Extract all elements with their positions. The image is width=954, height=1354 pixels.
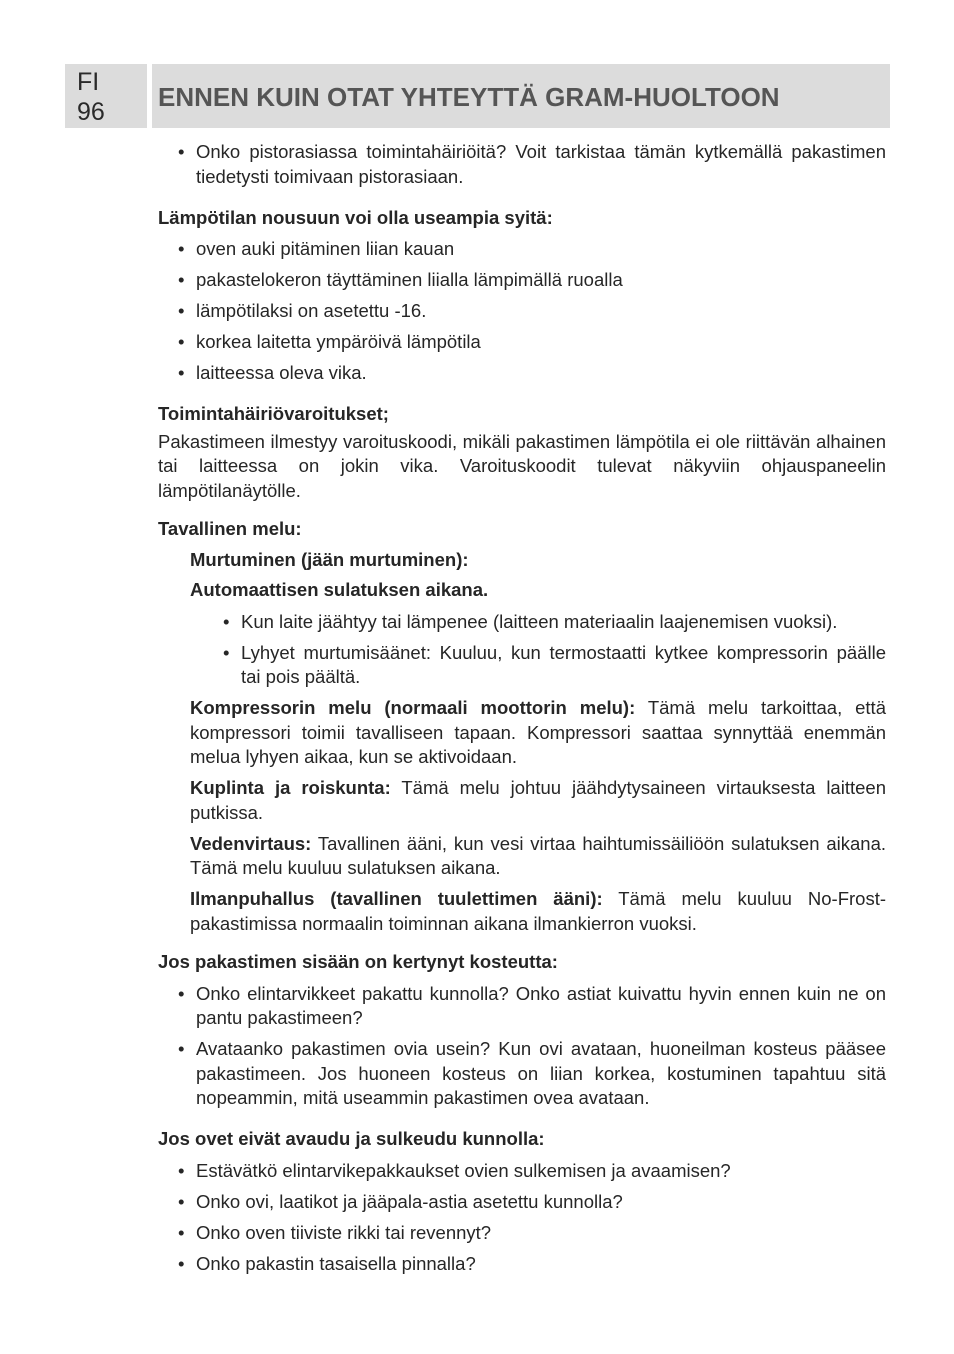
cracking-heading: Murtuminen (jään murtuminen): [190, 548, 469, 570]
noise-entry [190, 696, 886, 770]
noise-list [190, 610, 886, 690]
noise-entry-text: Tavallinen ääni, kun vesi virtaa haihtumissäiliöön sulatuksen aikana. Tämä melu kuuluu sulatuksen aikana. [190, 832, 886, 878]
temp-rise-list [158, 237, 886, 386]
list-item: • Onko ovi, laatikot ja jääpala-astia asetettu kunnolla? [158, 1190, 886, 1215]
noise-entry [190, 887, 886, 936]
list-item: • Avataanko pakastimen ovia usein? Kun ovi avataan, huoneilman kosteus pääsee pakastimeen. Jos huoneen kosteus on liian korkea, kostuminen tapahtuu sitä nopeammin, mitä useammin pakastimen ovea avataan. [158, 1037, 886, 1111]
list-item: • korkea laitetta ympäröivä lämpötila [158, 330, 886, 355]
list-item: • laitteessa oleva vika. [158, 361, 886, 386]
list-item: • Kun laite jäähtyy tai lämpenee (laitteen materiaalin laajenemisen vuoksi). [190, 610, 886, 635]
defrost-heading: Automaattisen sulatuksen aikana. [190, 579, 489, 600]
moisture-heading: Jos pakastimen sisään on kertynyt kosteutta: [158, 951, 558, 972]
warnings-text: Pakastimeen ilmestyy varoituskoodi, mikäli pakastimen lämpötila ei ole riittävän alhainen tai laitteessa on jokin vika. Varoituskoodit tulevat näkyviin ohjauspaneelin lämpötilanäytölle. [158, 430, 886, 501]
list-item: • Lyhyet murtumisäänet: Kuuluu, kun termostaatti kytkee kompressorin päälle tai pois päältä. [190, 641, 886, 690]
section-header [152, 64, 890, 128]
doors-heading: Jos ovet eivät avaudu ja sulkeudu kunnolla: [158, 1128, 545, 1149]
noise-entry-text: Tämä melu kuuluu No-Frost-pakastimissa normaalin toiminnan aikana ilmankierron vuoksi. [190, 888, 886, 934]
page-content [158, 140, 886, 1283]
noise-entry-label: Kompressorin melu (normaali moottorin melu): [190, 697, 636, 718]
noise-entry [190, 776, 886, 825]
noise-heading: Tavallinen melu: [158, 518, 302, 539]
temp-rise-heading: Lämpötilan nousuun voi olla useampia syitä: [158, 206, 553, 228]
noise-entry-label: Ilmanpuhallus (tavallinen tuulettimen ääni): [190, 888, 603, 909]
list-item: • Onko pistorasiassa toimintahäiriöitä? Voit tarkistaa tämän kytkemällä pakastimen tiedetysti toimivaan pistorasiaan. [158, 140, 886, 189]
warnings-heading: Toimintahäiriövaroitukset; [158, 403, 389, 424]
language-code: FI [77, 68, 100, 96]
list-item: • lämpötilaksi on asetettu -16. [158, 299, 886, 324]
noise-entry-text: Tämä melu tarkoittaa, että kompressori toimii tavalliseen tapaan. Kompressori saattaa synnyttää enemmän melua lyhyen aikaa, kun se aktivoidaan. [190, 697, 886, 767]
intro-list [158, 140, 886, 189]
noise-entry [190, 832, 886, 881]
list-item: • pakastelokeron täyttäminen liialla lämpimällä ruoalla [158, 268, 886, 293]
noise-entry-text: Tämä melu johtuu jäähdytysaineen virtauksesta laitteen putkissa. [190, 777, 886, 823]
page-title: ENNEN KUIN OTAT YHTEYTTÄ GRAM-HUOLTOON [158, 82, 780, 112]
list-item: • Onko elintarvikkeet pakattu kunnolla? Onko astiat kuivattu hyvin ennen kuin ne on pantu pakastimeen? [158, 982, 886, 1031]
noise-entry-label: Vedenvirtaus: [190, 832, 312, 854]
list-item: • Onko pakastin tasaisella pinnalla? [158, 1252, 886, 1277]
moisture-list [158, 982, 886, 1111]
language-page-box [65, 64, 147, 128]
page-number: 96 [77, 98, 105, 126]
list-item: • Onko oven tiiviste rikki tai revennyt? [158, 1221, 886, 1246]
list-item: • oven auki pitäminen liian kauan [158, 237, 886, 262]
list-item: • Estävätkö elintarvikepakkaukset ovien sulkemisen ja avaamisen? [158, 1159, 886, 1184]
noise-section [158, 548, 886, 937]
noise-entry-label: Kuplinta ja roiskunta: [190, 777, 391, 798]
doors-list [158, 1159, 886, 1277]
